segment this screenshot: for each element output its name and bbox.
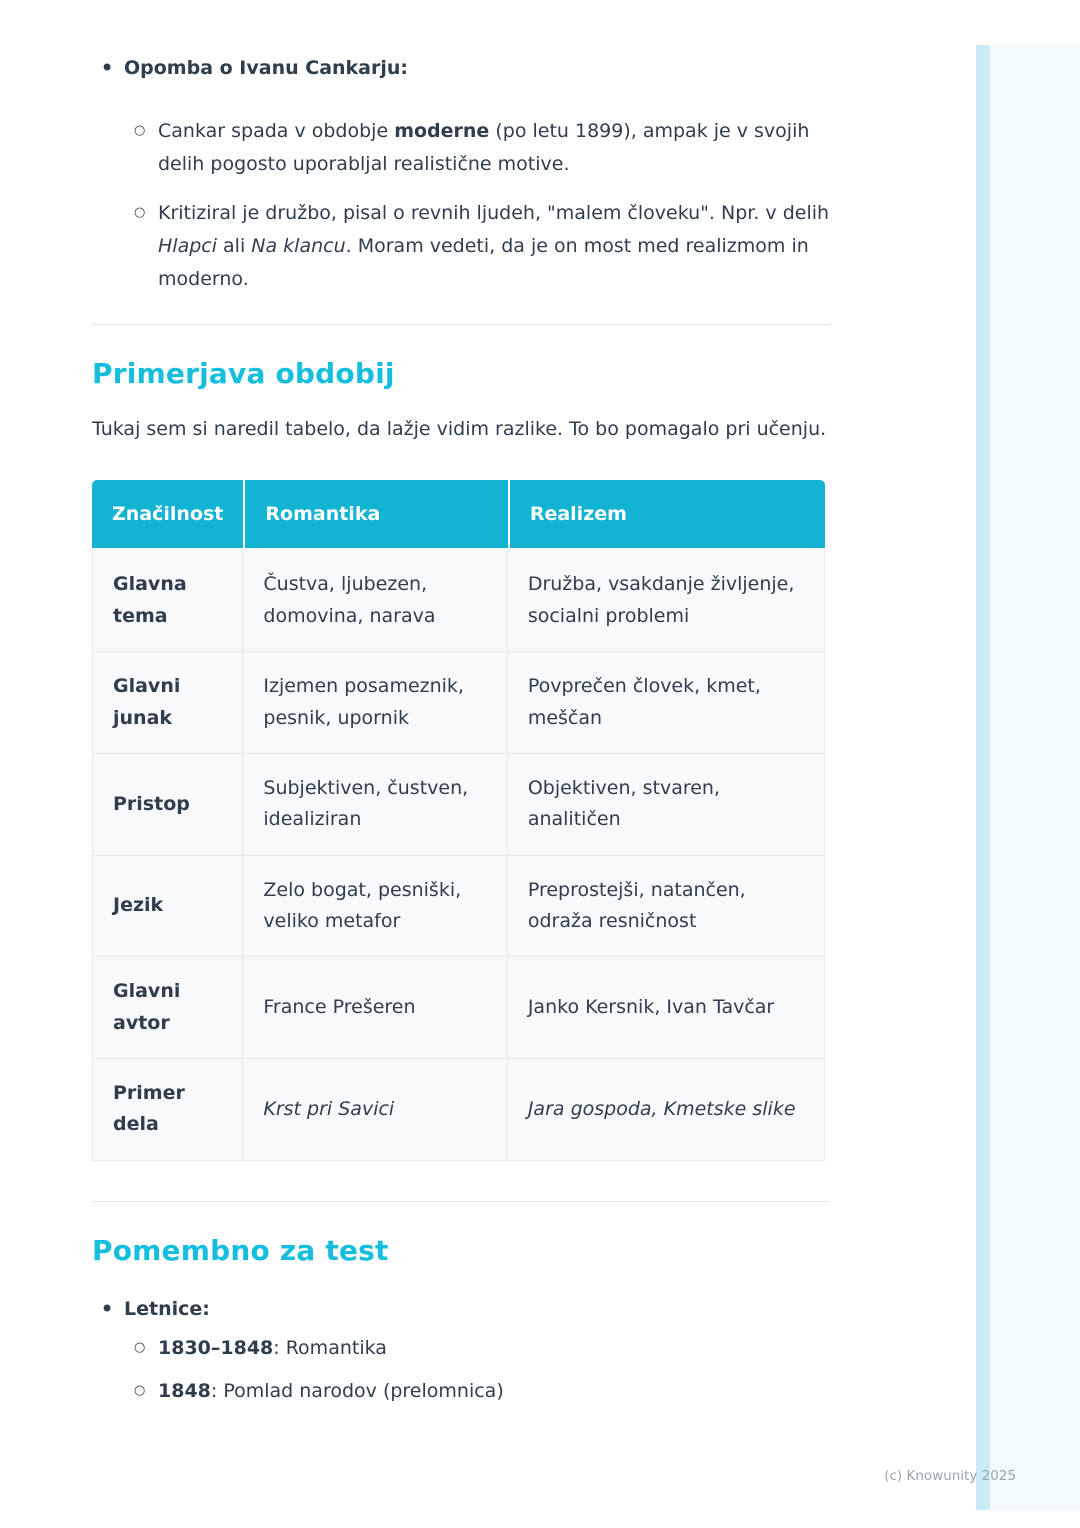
table-cell-romantika: Zelo bogat, pesniški, veliko metafor: [243, 856, 507, 958]
text-segment: ali: [217, 235, 252, 258]
section-intro: Tukaj sem si naredil tabelo, da lažje vidim razlike. To bo pomagalo pri učenju.: [92, 418, 827, 441]
bullet-icon: [100, 52, 124, 85]
date-line: [158, 1332, 832, 1365]
text-segment: . Moram vedeti, da je on most med realizmom in moderno.: [158, 235, 809, 291]
circle-bullet-icon: [134, 1332, 158, 1365]
table-row: [92, 548, 825, 652]
text-segment-italic: Na klancu: [251, 235, 346, 258]
table-cell-romantika: Krst pri Savici: [243, 1059, 507, 1161]
text-segment: Cankar spada v obdobje: [158, 120, 395, 143]
list-item: [92, 115, 832, 181]
list-item: [92, 197, 832, 296]
table-cell-feature: Pristop: [92, 754, 243, 856]
table-header-cell: Značilnost: [92, 480, 243, 548]
date-line: [158, 1375, 832, 1408]
table-cell-romantika: France Prešeren: [243, 957, 507, 1059]
text-segment: : Romantika: [273, 1336, 387, 1359]
table-header-cell: Romantika: [243, 480, 507, 548]
list-item: [92, 1332, 832, 1365]
list-item-letnice: [92, 1293, 832, 1326]
circle-bullet-icon: [134, 197, 158, 230]
circle-bullet-icon: [134, 1375, 158, 1408]
table-cell-realizem: Družba, vsakdanje življenje, socialni problemi: [508, 548, 825, 652]
table-cell-romantika: Izjemen posameznik, pesnik, upornik: [243, 652, 507, 754]
list-item: [92, 1375, 832, 1408]
text-segment-italic: Hlapci: [158, 235, 217, 258]
note-text: [158, 115, 832, 181]
table-header-row: [92, 480, 825, 548]
table-header-cell: Realizem: [508, 480, 825, 548]
table-cell-realizem: Jara gospoda, Kmetske slike: [508, 1059, 825, 1161]
watermark: (c) Knowunity 2025: [884, 1468, 1016, 1484]
scrollbar-track[interactable]: [976, 45, 990, 1510]
table-cell-feature: Glavni avtor: [92, 957, 243, 1059]
comparison-table: [92, 480, 825, 1160]
page-content: [92, 52, 832, 1408]
table-cell-feature: Glavna tema: [92, 548, 243, 652]
note-text: [158, 197, 832, 296]
table-row: [92, 1059, 825, 1161]
page-side-accent: [976, 45, 1080, 1510]
table-cell-feature: Jezik: [92, 856, 243, 958]
section-heading-test: Pomembno za test: [92, 1233, 389, 1267]
text-segment: Kritiziral je družbo, pisal o revnih ljudeh, "malem človeku". Npr. v delih: [158, 202, 830, 225]
table-cell-feature: Primer dela: [92, 1059, 243, 1161]
text-segment-bold: moderne: [394, 120, 490, 143]
circle-bullet-icon: [134, 115, 158, 148]
divider: [92, 1201, 830, 1202]
table-cell-romantika: Subjektiven, čustven, idealiziran: [243, 754, 507, 856]
table-row: [92, 957, 825, 1059]
table-cell-feature: Glavni junak: [92, 652, 243, 754]
section-heading-primerjava: Primerjava obdobij: [92, 357, 395, 391]
text-segment: : Pomlad narodov (prelomnica): [210, 1379, 504, 1402]
list-item-note-title: [92, 52, 832, 85]
text-segment: (po letu 1899), ampak je v svojih delih pogosto uporabljal realistične motive.: [158, 120, 810, 176]
table-cell-realizem: Objektiven, stvaren, analitičen: [508, 754, 825, 856]
text-segment-bold: 1830–1848: [158, 1336, 274, 1359]
divider: [92, 324, 830, 325]
table-cell-realizem: Preprostejši, natančen, odraža resničnost: [508, 856, 825, 958]
table-row: [92, 652, 825, 754]
list-title: Letnice:: [124, 1297, 210, 1320]
text-segment-bold: 1848: [158, 1379, 211, 1402]
note-title: Opomba o Ivanu Cankarju:: [124, 57, 409, 79]
table-row: [92, 754, 825, 856]
table-cell-realizem: Janko Kersnik, Ivan Tavčar: [508, 957, 825, 1059]
table-cell-romantika: Čustva, ljubezen, domovina, narava: [243, 548, 507, 652]
table-row: [92, 856, 825, 958]
bullet-icon: [100, 1293, 124, 1326]
table-cell-realizem: Povprečen človek, kmet, meščan: [508, 652, 825, 754]
